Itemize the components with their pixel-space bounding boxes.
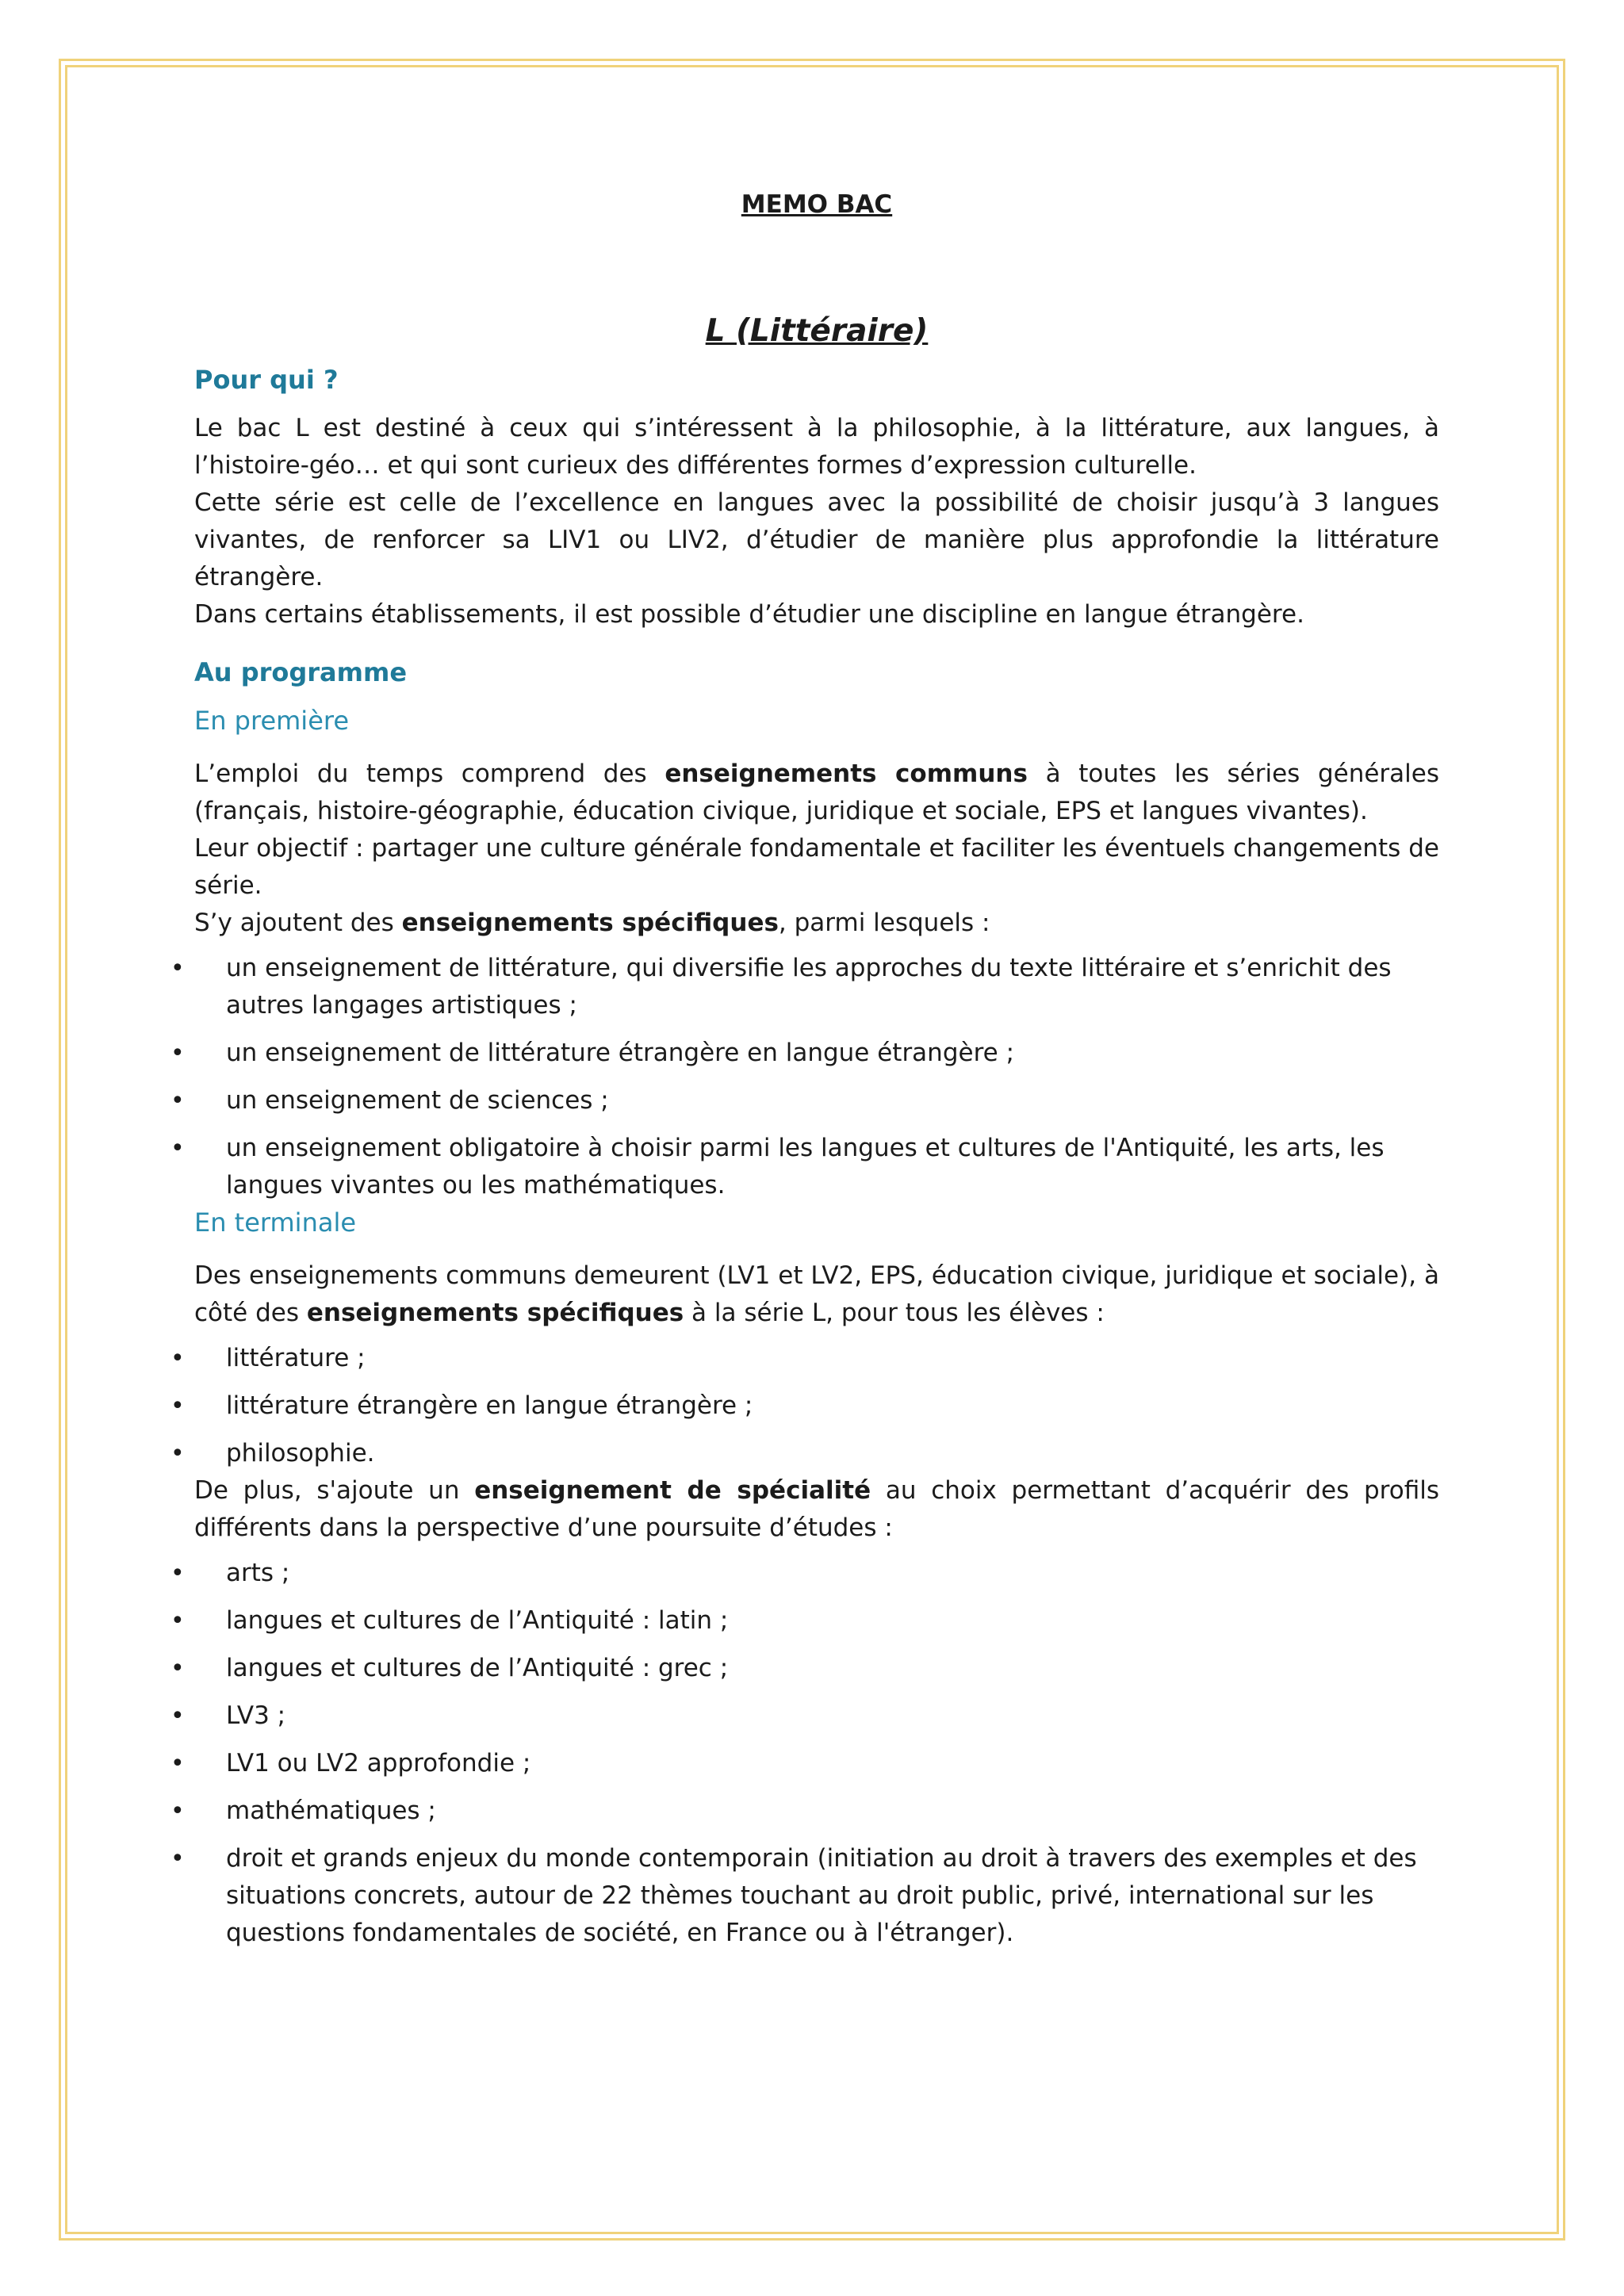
paragraph: Dans certains établissements, il est possible d’étudier une discipline en langue étrangère. <box>194 600 1304 629</box>
list-item: • langues et cultures de l’Antiquité : grec ; <box>170 1654 729 1682</box>
list-item: • littérature étrangère en langue étrangère ; <box>170 1391 753 1420</box>
paragraph: Le bac L est destiné à ceux qui s’intéressent à la philosophie, à la littérature, aux langues, à l’histoire-géo… et qui sont curieux des différentes formes d’expression culturelle. <box>194 414 1439 480</box>
list-item: • droit et grands enjeux du monde contemporain (initiation au droit à travers des exemples et des situations concrets, autour de 22 thèmes touchant au droit public, privé, international sur les questions fondamentales de société, en France ou à l'étranger). <box>170 1844 1417 1947</box>
paragraph: De plus, s'ajoute un enseignement de spécialité au choix permettant d’acquérir des profils différents dans la perspective d’une poursuite d’études : <box>194 1476 1439 1542</box>
document-subtitle: L (Littéraire) <box>705 313 929 349</box>
list-item: • arts ; <box>170 1559 290 1587</box>
bullet-list-specialite <box>170 1555 1439 1952</box>
list-item: • LV1 ou LV2 approfondie ; <box>170 1749 531 1777</box>
list-item: • un enseignement de sciences ; <box>170 1086 609 1115</box>
list-item: • un enseignement de littérature, qui diversifie les approches du texte littéraire et s’enrichit des autres langages artistiques ; <box>170 954 1392 1020</box>
heading-au-programme: Au programme <box>194 657 408 687</box>
list-item: • un enseignement de littérature étrangère en langue étrangère ; <box>170 1039 1015 1067</box>
heading-en-premiere: En première <box>194 706 350 736</box>
list-item: • littérature ; <box>170 1344 366 1372</box>
list-item: • un enseignement obligatoire à choisir parmi les langues et cultures de l'Antiquité, les arts, les langues vivantes ou les mathématiques. <box>170 1134 1385 1200</box>
paragraph: L’emploi du temps comprend des enseignements communs à toutes les séries générales (français, histoire-géographie, éducation civique, juridique et sociale, EPS et langues vivantes). <box>194 760 1439 825</box>
bullet-list-terminale <box>170 1340 1439 1472</box>
paragraph: Des enseignements communs demeurent (LV1 et LV2, EPS, éducation civique, juridique et sociale), à côté des enseignements spécifiques à la série L, pour tous les élèves : <box>194 1261 1439 1327</box>
paragraph: Cette série est celle de l’excellence en langues avec la possibilité de choisir jusqu’à 3 langues vivantes, de renforcer sa LIV1 ou LIV2, d’étudier de manière plus approfondie la littérature étrangère. <box>194 488 1439 591</box>
heading-en-terminale: En terminale <box>194 1207 357 1238</box>
heading-pour-qui: Pour qui ? <box>194 365 339 395</box>
paragraph: Leur objectif : partager une culture générale fondamentale et faciliter les éventuels changements de série. <box>194 834 1439 900</box>
list-item: • mathématiques ; <box>170 1797 436 1825</box>
bullet-list-premiere <box>170 950 1439 1204</box>
document-title: MEMO BAC <box>741 190 893 219</box>
list-item: • langues et cultures de l’Antiquité : latin ; <box>170 1606 729 1635</box>
list-item: • LV3 ; <box>170 1701 286 1730</box>
list-item: • philosophie. <box>170 1439 375 1468</box>
paragraph: S’y ajoutent des enseignements spécifiques, parmi lesquels : <box>194 909 990 937</box>
document-body <box>170 166 1439 1962</box>
